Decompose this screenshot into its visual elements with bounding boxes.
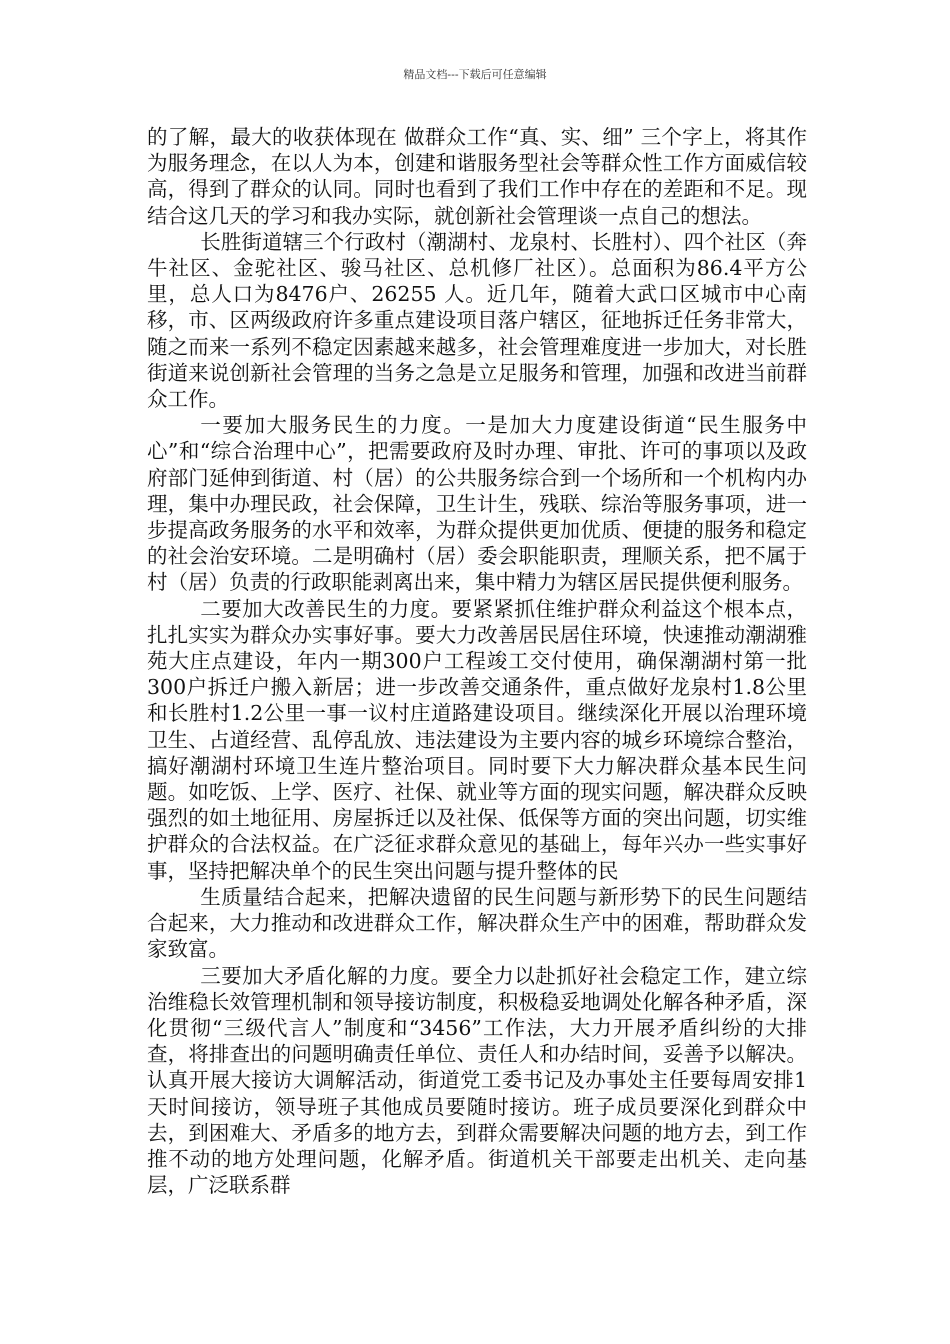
paragraph: 的了解，最大的收获体现在 做群众工作“真、实、细” 三个字上，将其作为服务理念，在以人为本，创建和谐服务型社会等群众性工作方面威信较高，得到了群众的认同。同时也看到了我们工作中存在的差距和不足。现结合这几天的学习和我办实际，就创新社会管理谈一点自己的想法。 xyxy=(147,125,807,228)
paragraph: 生质量结合起来，把解决遗留的民生问题与新形势下的民生问题结合起来，大力推动和改进群众工作，解决群众生产中的困难，帮助群众发家致富。 xyxy=(147,884,807,962)
paragraph: 一要加大服务民生的力度。一是加大力度建设街道“民生服务中心”和“综合治理中心”，把需要政府及时办理、审批、许可的事项以及政府部门延伸到街道、村（居）的公共服务综合到一个场所和一个机构内办理，集中办理民政，社会保障，卫生计生，残联、综治等服务事项，进一步提高政务服务的水平和效率，为群众提供更加优质、便捷的服务和稳定的社会治安环境。二是明确村（居）委会职能职责，理顺关系，把不属于村（居）负责的行政职能剥离出来，集中精力为辖区居民提供便利服务。 xyxy=(147,413,807,595)
page-header: 精品文档---下载后可任意编辑 xyxy=(403,68,547,81)
document-body xyxy=(147,124,807,1198)
paragraph: 三要加大矛盾化解的力度。要全力以赴抓好社会稳定工作，建立综治维稳长效管理机制和领导接访制度，积极稳妥地调处化解各种矛盾，深化贯彻“三级代言人”制度和“3456”工作法，大力开展矛盾纠纷的大排查，将排查出的问题明确责任单位、责任人和办结时间，妥善予以解决。认真开展大接访大调解活动，街道党工委书记及办事处主任要每周安排1天时间接访，领导班子其他成员要随时接访。班子成员要深化到群众中去，到困难大、矛盾多的地方去，到群众需要解决问题的地方去，到工作推不动的地方处理问题，化解矛盾。街道机关干部要走出机关、走向基层，广泛联系群 xyxy=(147,963,807,1198)
paragraph: 长胜街道辖三个行政村（潮湖村、龙泉村、长胜村）、四个社区（奔牛社区、金驼社区、骏马社区、总机修厂社区）。总面积为86.4平方公里，总人口为8476户、26255 人。近几年，随着大武口区城市中心南移，市、区两级政府许多重点建设项目落户辖区，征地拆迁任务非常大，随之而来一系列不稳定因素越来越多，社会管理难度进一步加大，对长胜街道来说创新社会管理的当务之急是立足服务和管理，加强和改进当前群众工作。 xyxy=(147,229,807,412)
paragraph: 二要加大改善民生的力度。要紧紧抓住维护群众利益这个根本点，扎扎实实为群众办实事好事。要大力改善居民居住环境，快速推动潮湖雅苑大庄点建设，年内一期300户工程竣工交付使用，确保潮湖村第一批300户拆迁户搬入新居；进一步改善交通条件，重点做好龙泉村1.8公里和长胜村1.2公里一事一议村庄道路建设项目。继续深化开展以治理环境卫生、占道经营、乱停乱放、违法建设为主要内容的城乡环境综合整治，搞好潮湖村环境卫生连片整治项目。同时要下大力解决群众基本民生问题。如吃饭、上学、医疗、社保、就业等方面的现实问题，解决群众反映强烈的如土地征用、房屋拆迁以及社保、低保等方面的突出问题，切实维护群众的合法权益。在广泛征求群众意见的基础上，每年兴办一些实事好事，坚持把解决单个的民生突出问题与提升整体的民 xyxy=(147,596,807,883)
